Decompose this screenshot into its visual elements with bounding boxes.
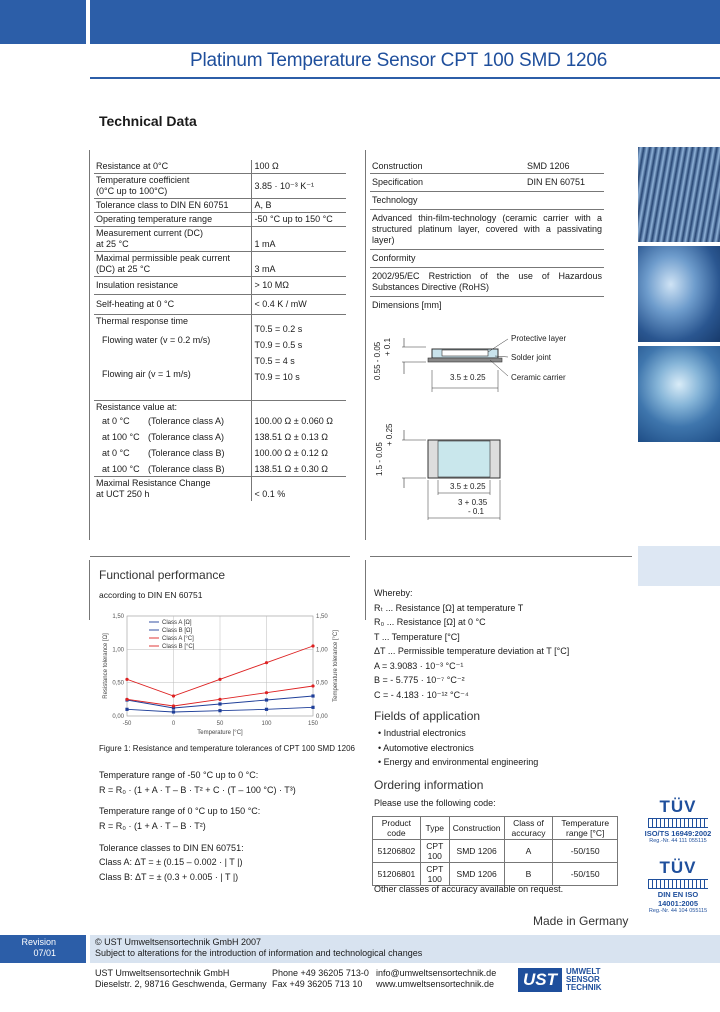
x-tick-label: 0 bbox=[171, 721, 176, 727]
table-row: Tolerance class to DIN EN 60751 A, B bbox=[94, 199, 346, 213]
list-item: A = 3.9083 · 10⁻³ °C⁻¹ bbox=[374, 660, 464, 671]
x-tick-label: 50 bbox=[216, 721, 224, 727]
tol-title: Tolerance classes to DIN EN 60751: bbox=[99, 843, 244, 853]
mid-rule-right bbox=[370, 556, 632, 557]
list-item: ΔT ... Permissible temperature deviation at T [°C] bbox=[374, 646, 570, 656]
data-point bbox=[218, 698, 221, 701]
label-solder: Solder joint bbox=[511, 353, 552, 362]
spec-table bbox=[94, 160, 346, 501]
top-left-bar bbox=[0, 0, 86, 44]
tolerance-chart bbox=[95, 608, 350, 740]
label-w2: 3.5 ± 0.25 bbox=[450, 482, 486, 491]
data-point bbox=[265, 698, 268, 701]
x-tick-label: 100 bbox=[261, 721, 272, 727]
whereby-rule bbox=[365, 560, 366, 620]
made-in-germany: Made in Germany bbox=[533, 914, 629, 928]
data-point bbox=[265, 661, 268, 664]
y-tick-label-right: 1,00 bbox=[316, 647, 328, 654]
top-right-bar bbox=[90, 0, 720, 44]
x-axis-label: Temperature [°C] bbox=[197, 730, 243, 736]
subject: Subject to alterations for the introduction of information and technological changes bbox=[95, 948, 423, 958]
data-point bbox=[311, 644, 314, 647]
x-tick-label: 150 bbox=[307, 721, 319, 727]
eq2: R = R₀ · (1 + A · T – B · T²) bbox=[99, 821, 206, 831]
revision-box: Revision 07/01 bbox=[0, 935, 86, 963]
label-h1b: + 0.1 bbox=[383, 337, 392, 356]
table-row: Resistance at 0°C 100 Ω bbox=[94, 160, 346, 174]
chart-caption: Figure 1: Resistance and temperature tolerances of CPT 100 SMD 1206 bbox=[99, 744, 355, 753]
legend-label: Class A [°C] bbox=[162, 636, 194, 642]
web-block bbox=[376, 968, 496, 990]
table-row: Maximal Resistance Change at UCT 250 h < 0.1 % bbox=[94, 477, 346, 502]
list-item: T ... Temperature [°C] bbox=[374, 631, 460, 642]
data-point bbox=[218, 678, 221, 681]
y-tick-label-right: 0,00 bbox=[316, 714, 328, 720]
label-ceramic: Ceramic carrier bbox=[511, 373, 566, 382]
list-item: C = - 4.183 · 10⁻¹² °C⁻⁴ bbox=[374, 689, 469, 700]
whereby-block: Whereby: Rₜ ... Resistance [Ω] at temperature T R₀ ... Resistance [Ω] at 0 °C T ... Temperature [°C] ΔT ... Permissible temperature deviation at T [°C] A = 3.9083 · 10⁻³ °C⁻¹ B = - 5.775 · 10⁻⁷ °C⁻² C = - 4.183 · 10⁻¹² °C⁻⁴ bbox=[374, 586, 569, 702]
table-row: Insulation resistance > 10 MΩ bbox=[94, 277, 346, 295]
table-row: 51206801 CPT 100 SMD 1206 B -50/150 bbox=[373, 863, 618, 886]
email-link[interactable]: info@umweltsensortechnik.de bbox=[376, 968, 497, 978]
ordering-title: Ordering information bbox=[374, 778, 484, 792]
eq1: R = R₀ · (1 + A · T – B · T² + C · (T – 100 °C) · T³) bbox=[99, 785, 296, 795]
y-tick-label: 1,50 bbox=[112, 614, 124, 620]
range2: Temperature range of 0 °C up to 150 °C: bbox=[99, 806, 261, 816]
list-item: • Automotive electronics bbox=[378, 742, 474, 753]
table-row: Measurement current (DC) at 25 °C 1 mA bbox=[94, 227, 346, 252]
left-table-rule bbox=[89, 150, 90, 540]
label-h1: 0.55 - 0.05 bbox=[373, 341, 382, 380]
data-point bbox=[125, 708, 128, 711]
photo-blank bbox=[638, 546, 720, 586]
ordering-intro: Please use the following code: bbox=[374, 798, 496, 808]
list-item: B = - 5.775 · 10⁻⁷ °C⁻² bbox=[374, 675, 465, 685]
range1: Temperature range of -50 °C up to 0 °C: bbox=[99, 770, 259, 780]
ust-logo: UST UMWELT SENSOR TECHNIK bbox=[518, 968, 602, 992]
dimension-drawing bbox=[368, 330, 608, 530]
data-point bbox=[265, 708, 268, 711]
label-len: 3 + 0.35 bbox=[458, 498, 488, 507]
legend-label: Class A [Ω] bbox=[162, 620, 192, 626]
label-w1: 3.5 ± 0.25 bbox=[450, 373, 486, 382]
data-point bbox=[311, 694, 314, 697]
data-point bbox=[172, 710, 175, 713]
table-row: Operating temperature range -50 °C up to 150 °C bbox=[94, 213, 346, 227]
header-rule bbox=[90, 77, 720, 79]
company-block: UST Umweltsensortechnik GmbH Dieselstr. 2, 98716 Geschwenda, Germany bbox=[95, 968, 267, 989]
y-tick-label: 1,00 bbox=[112, 647, 124, 654]
y-axis-label: Resistance tolerance [Ω] bbox=[103, 633, 109, 699]
tuv-logo: TÜV bbox=[659, 797, 697, 816]
data-point bbox=[125, 678, 128, 681]
functional-title: Functional performance bbox=[99, 568, 226, 582]
tol-a: Class A: ΔT = ± (0.15 – 0.002 · | T |) bbox=[99, 857, 243, 867]
web-link[interactable]: www.umweltsensortechnik.de bbox=[376, 979, 495, 989]
legend-label: Class B [Ω] bbox=[162, 628, 193, 634]
data-point bbox=[311, 684, 314, 687]
fields-list bbox=[378, 726, 538, 770]
page-title: Platinum Temperature Sensor CPT 100 SMD 1206 bbox=[190, 50, 608, 71]
y-axis-label-right: Temperature tolerance [°C] bbox=[333, 630, 339, 702]
tol-b: Class B: ΔT = ± (0.3 + 0.005 · | T |) bbox=[99, 872, 239, 882]
table-row: Temperature coefficient (0°C up to 100°C) 3.85 · 10⁻³ K⁻¹ bbox=[94, 174, 346, 199]
data-point bbox=[265, 691, 268, 694]
list-item: • Industrial electronics bbox=[378, 728, 466, 738]
data-point bbox=[172, 694, 175, 697]
y-tick-label: 0,00 bbox=[112, 714, 124, 720]
photo-liquid bbox=[638, 246, 720, 342]
list-item: Rₜ ... Resistance [Ω] at temperature T bbox=[374, 602, 524, 613]
table-row: Thermal response time Flowing water (v = 0.2 m/s) Flowing air (v = 1 m/s) T0.5 = 0.2 s T0.9 = 0.5 s T0.5 = 4 s T0.9 = 10 s bbox=[94, 315, 346, 401]
cert-2: TÜV DIN EN ISO 14001:2005 Reg.-Nr. 44 104 055115 bbox=[640, 858, 716, 914]
copyright: © UST Umweltsensortechnik GmbH 2007 bbox=[95, 937, 262, 947]
right-spec-block: Construction SMD 1206 Specification DIN EN 60751 Technology Advanced thin-film-technology (ceramic carrier with a structured platinum layer, covered with a passivating layer) Conformity 2002/95/EC Restriction of the use of Hazardous Substances Directive (RoHS) Dimensions [mm] bbox=[372, 161, 602, 310]
x-tick-label: -50 bbox=[122, 721, 132, 727]
table-row: Self-heating at 0 °C < 0.4 K / mW bbox=[94, 295, 346, 315]
list-item: • Energy and environmental engineering bbox=[378, 757, 539, 767]
technical-heading: Technical Data bbox=[99, 113, 197, 129]
data-point bbox=[311, 706, 314, 709]
mid-rule-left bbox=[90, 556, 350, 557]
table-row: Product code Type Construction Class of accuracy Temperature range [°C] bbox=[373, 817, 618, 840]
photo-fan bbox=[638, 346, 720, 442]
label-h2b: + 0.25 bbox=[385, 423, 394, 446]
cert-1: TÜV ISO/TS 16949:2002 Reg.-Nr. 44 111 055115 bbox=[640, 797, 716, 844]
y-tick-label-right: 1,50 bbox=[316, 614, 328, 620]
data-point bbox=[172, 704, 175, 707]
y-tick-label: 0,50 bbox=[112, 680, 124, 687]
data-point bbox=[125, 698, 128, 701]
label-lenb: - 0.1 bbox=[468, 507, 485, 516]
list-item: R₀ ... Resistance [Ω] at 0 °C bbox=[374, 617, 486, 627]
label-protective: Protective layer bbox=[511, 334, 567, 343]
functional-subtitle: according to DIN EN 60751 bbox=[99, 590, 203, 600]
phone-block: Phone +49 36205 713-0 Fax +49 36205 713 10 bbox=[272, 968, 369, 989]
fields-title: Fields of application bbox=[374, 709, 481, 723]
table-row: Resistance value at: at 0 °C (Tolerance class A) at 100 °C (Tolerance class A) at 0 °C (Tolerance class B) at 100 °C (Tolerance class B) 100.00 Ω ± 0.060 Ω 138.51 Ω ± 0.13 Ω 100.00 Ω ± 0.12 Ω 138.51 Ω ± 0.30 Ω bbox=[94, 401, 346, 477]
legend-label: Class B [°C] bbox=[162, 644, 195, 650]
photo-grid bbox=[638, 147, 720, 242]
functional-rule bbox=[89, 560, 90, 620]
y-tick-label-right: 0,50 bbox=[316, 680, 328, 687]
right-table-rule bbox=[365, 150, 366, 540]
ordering-table bbox=[372, 816, 618, 886]
table-row: Maximal permissible peak current (DC) at 25 °C 3 mA bbox=[94, 252, 346, 277]
data-point bbox=[218, 709, 221, 712]
table-row: 51206802 CPT 100 SMD 1206 A -50/150 bbox=[373, 840, 618, 863]
data-point bbox=[218, 702, 221, 705]
ordering-note: Other classes of accuracy available on request. bbox=[374, 884, 564, 894]
label-h2: 1.5 - 0.05 bbox=[375, 442, 384, 476]
tuv-logo: TÜV bbox=[659, 858, 697, 877]
